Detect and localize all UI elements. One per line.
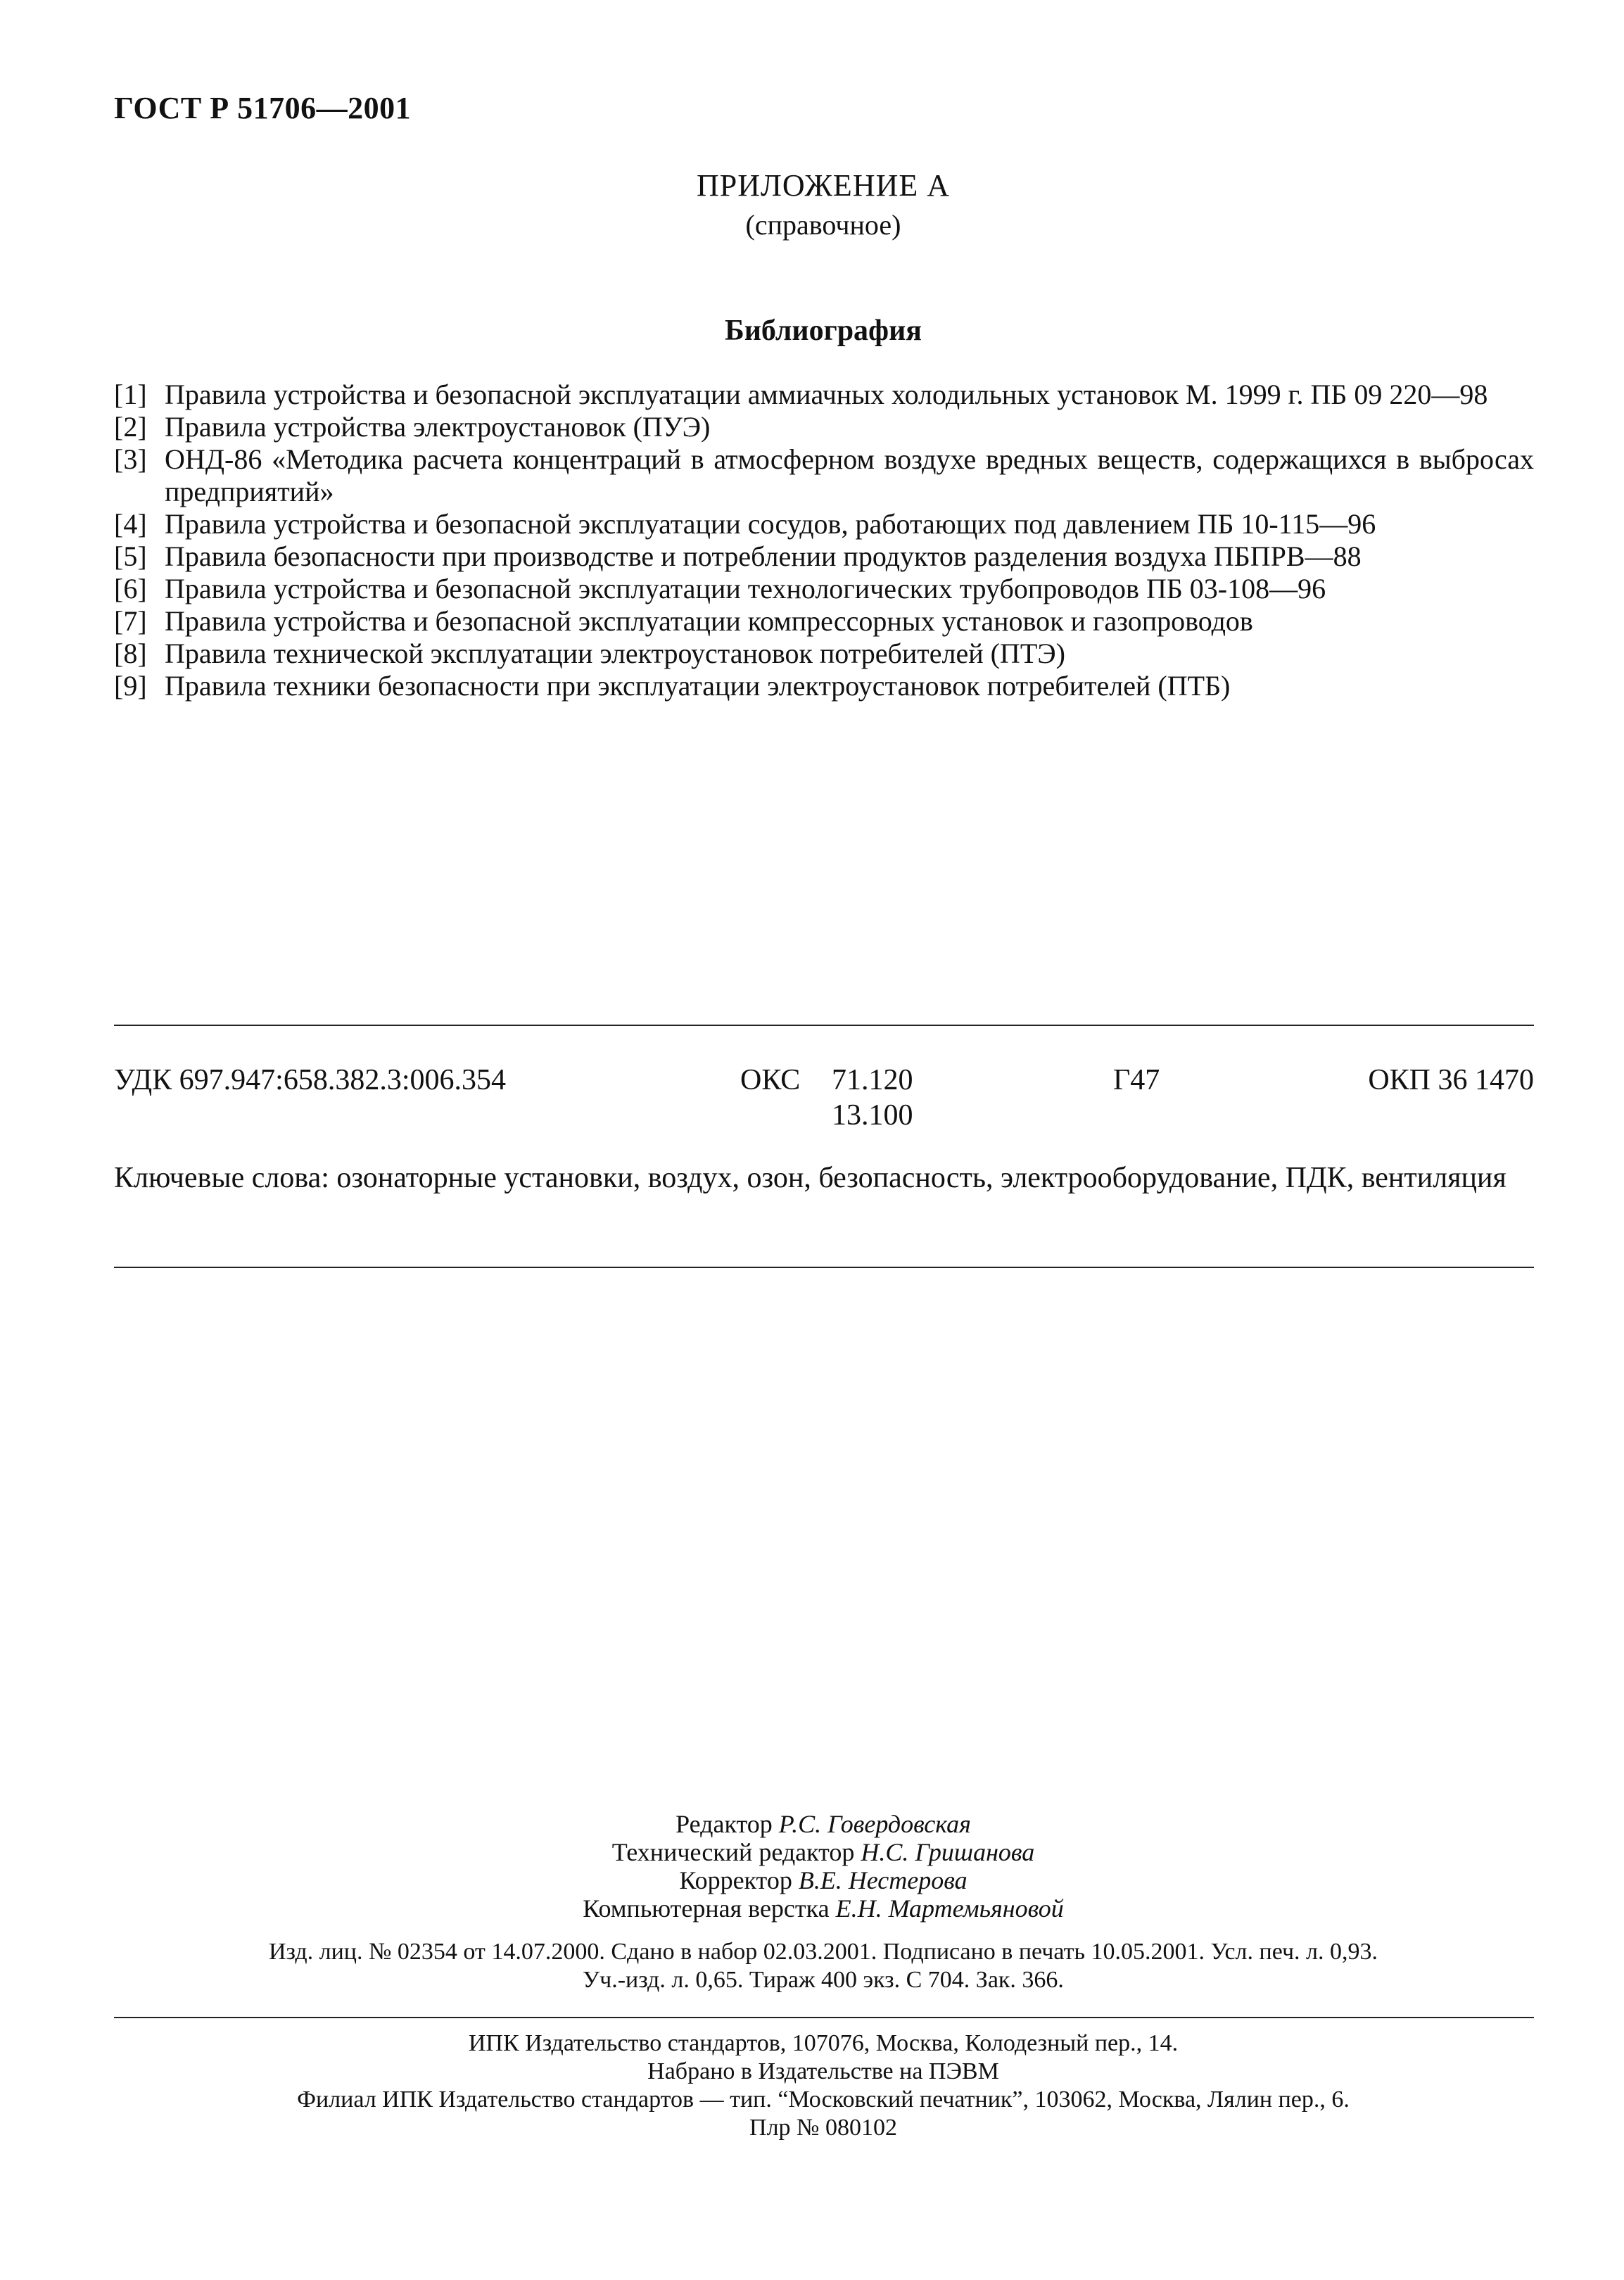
oks-code-2: 13.100 [832,1099,913,1132]
bibliography-text: Правила технической эксплуатации электроустановок потребителей (ПТЭ) [165,638,1065,669]
publisher-line: Филиал ИПК Издательство стандартов — тип. “Московский печатник”, 103062, Москва, Лялин пер., 6. [297,2086,1350,2113]
imprint [114,1938,1533,1994]
bibliography-text: Правила безопасности при производстве и потреблении продуктов разделения воздуха ПБПРВ—88 [165,540,1362,572]
credit-line [114,1866,1533,1894]
credit-line [114,1838,1533,1866]
publisher-line: ИПК Издательство стандартов, 107076, Москва, Колодезный пер., 14. [468,2030,1179,2056]
okp-code: ОКП 36 1470 [1368,1064,1534,1096]
bibliography-number: [7] [114,605,147,637]
bibliography-number: [3] [114,443,147,475]
credits [114,1810,1533,1923]
bibliography-heading: Библиография [724,315,922,347]
bibliography-text: Правила техники безопасности при эксплуатации электроустановок потребителей (ПТБ) [165,670,1231,702]
publisher-info [114,2029,1533,2142]
appendix-subtitle: (справочное) [745,209,901,241]
credit-name: Р.С. Говердовская [778,1810,971,1838]
bibliography-item [114,670,1534,702]
bibliography-text: Правила устройства электроустановок (ПУЭ) [165,411,711,443]
keywords: Ключевые слова: озонаторные установки, воздух, озон, безопасность, электрооборудование, ПДК, вентиляция [114,1162,1506,1194]
bibliography-item [114,508,1534,540]
bibliography-number: [6] [114,573,147,604]
bibliography-text: Правила устройства и безопасной эксплуатации компрессорных установок и газопроводов [165,605,1253,637]
credit-role: Корректор [679,1866,792,1894]
bibliography-number: [9] [114,670,147,702]
credit-role: Редактор [675,1810,773,1838]
bibliography-text: ОНД-86 «Методика расчета концентраций в атмосферном воздухе вредных веществ, содержащихся в выбросах предприятий» [165,443,1534,507]
bibliography-item [114,573,1534,605]
credit-role: Компьютерная верстка [583,1894,830,1923]
bibliography-text: Правила устройства и безопасной эксплуатации технологических трубопроводов ПБ 03-108—96 [165,573,1326,604]
credit-name: В.Е. Нестерова [798,1866,968,1894]
bibliography-text: Правила устройства и безопасной эксплуатации аммиачных холодильных установок М. 1999 г. ПБ 09 220—98 [165,379,1488,410]
credit-name: Е.Н. Мартемьяновой [835,1894,1064,1923]
bibliography-item [114,443,1534,508]
bibliography-list [114,379,1534,702]
bibliography-item [114,540,1534,573]
udk-code: УДК 697.947:658.382.3:006.354 [114,1064,506,1096]
appendix-title: ПРИЛОЖЕНИЕ А [696,168,951,203]
standard-code: ГОСТ Р 51706—2001 [114,91,412,125]
group-code: Г47 [1113,1064,1160,1096]
credit-line [114,1894,1533,1923]
bibliography-number: [4] [114,508,147,540]
oks-codes [832,1063,913,1133]
bibliography-item [114,411,1534,443]
publisher-line: Набрано в Издательстве на ПЭВМ [647,2058,999,2084]
bibliography-item [114,605,1534,638]
imprint-line: Уч.-изд. л. 0,65. Тираж 400 экз. С 704. Зак. 366. [583,1967,1064,1993]
bibliography-text: Правила устройства и безопасной эксплуатации сосудов, работающих под давлением ПБ 10-115—96 [165,508,1376,540]
credit-name: Н.С. Гришанова [861,1838,1035,1866]
divider-bottom [114,2017,1534,2018]
imprint-line: Изд. лиц. № 02354 от 14.07.2000. Сдано в набор 02.03.2001. Подписано в печать 10.05.2001. Усл. печ. л. 0,93. [268,1939,1378,1965]
publisher-line: Плр № 080102 [749,2115,897,2141]
bibliography-number: [2] [114,411,147,443]
bibliography-number: [1] [114,379,147,410]
oks-code-1: 71.120 [832,1064,913,1096]
bibliography-number: [8] [114,638,147,669]
oks-label: ОКС [740,1064,801,1096]
bibliography-item [114,379,1534,411]
bibliography-item [114,638,1534,670]
divider-top [114,1025,1534,1026]
divider-middle [114,1267,1534,1268]
credit-role: Технический редактор [611,1838,855,1866]
credit-line [114,1810,1533,1838]
bibliography-number: [5] [114,540,147,572]
